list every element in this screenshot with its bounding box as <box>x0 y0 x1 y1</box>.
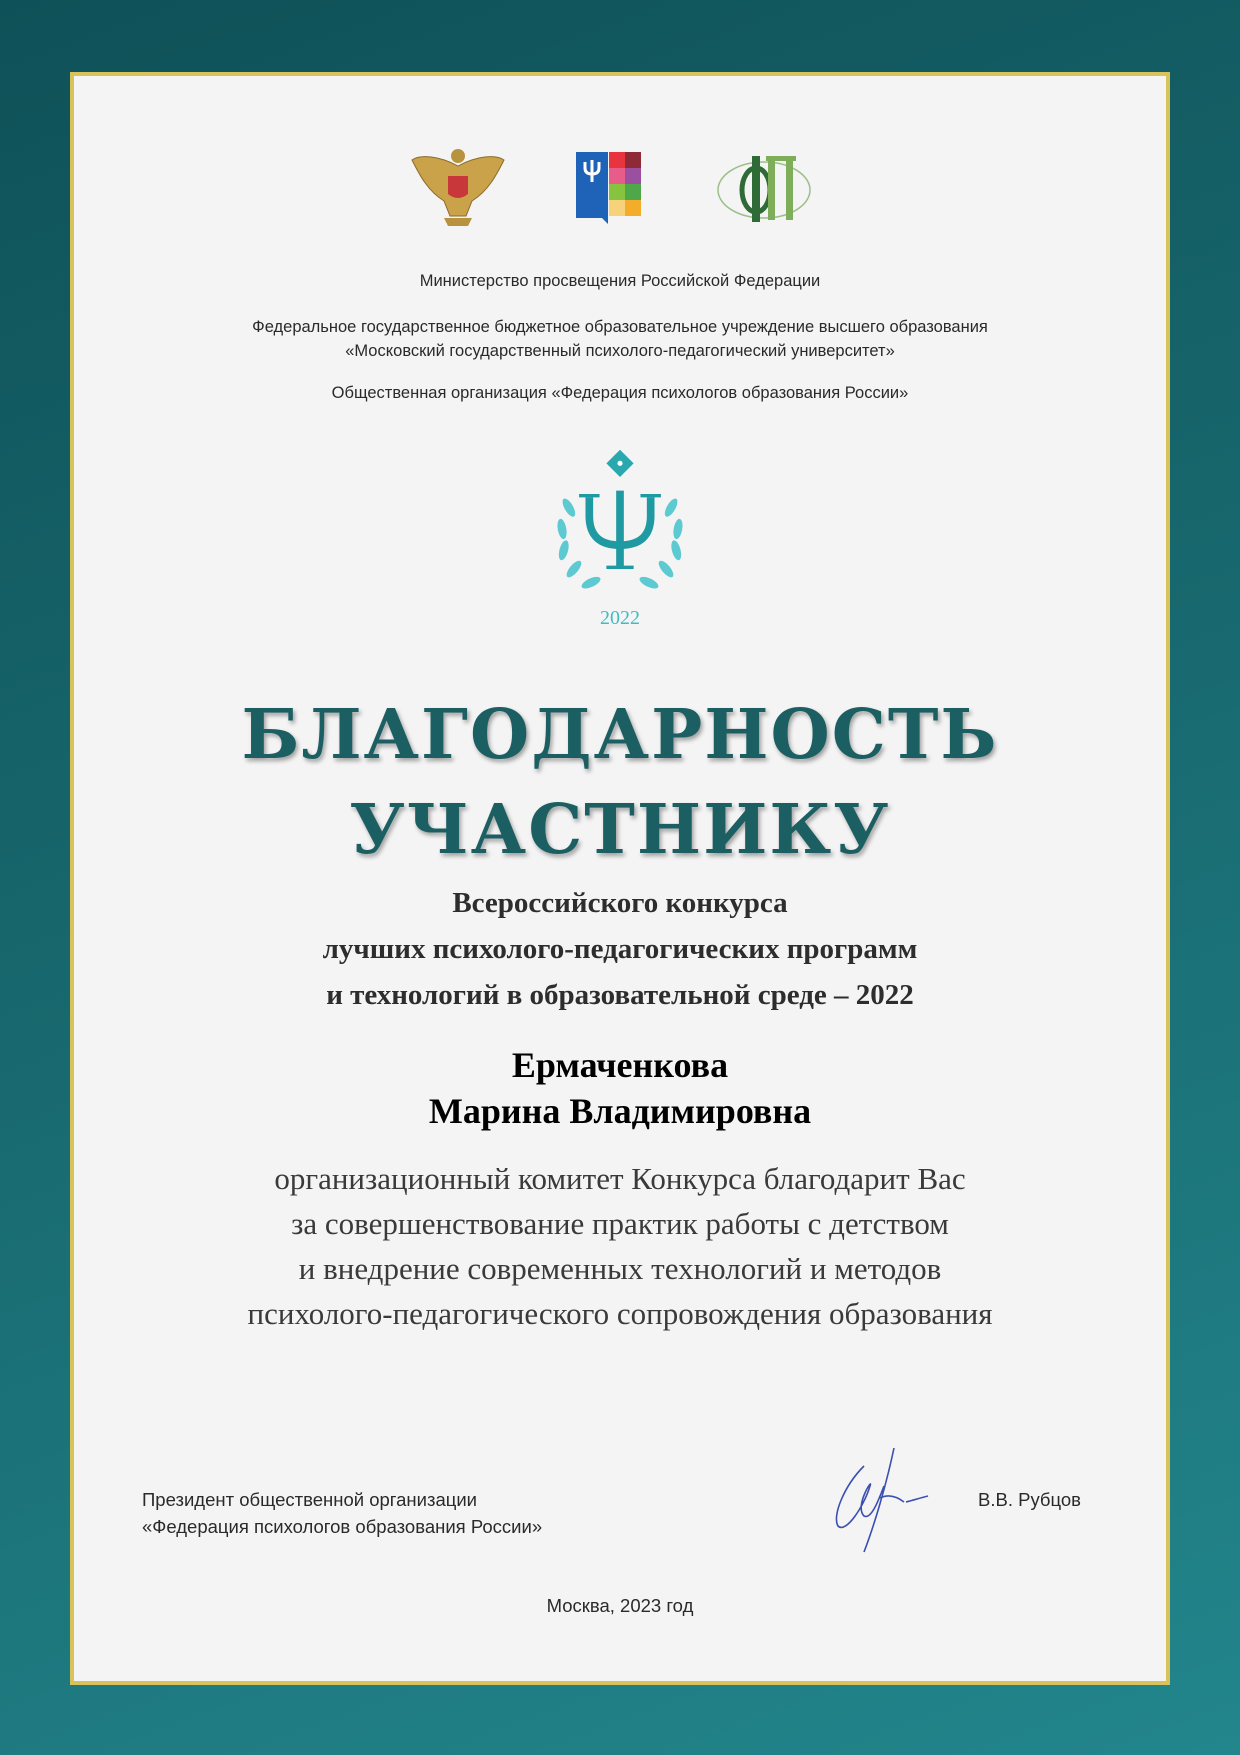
contest-emblem <box>532 448 708 598</box>
ministry-eagle-logo <box>410 146 506 228</box>
message-line-3: и внедрение современных технологий и методов <box>298 1251 942 1286</box>
university-line-1: Федеральное государственное бюджетное образовательное учреждение высшего образования <box>252 318 988 336</box>
title-line-1: БЛАГОДАРНОСТЬ <box>241 695 999 775</box>
certificate-sheet <box>70 72 1170 1685</box>
message <box>74 1156 1166 1336</box>
message-line-4: психолого-педагогического сопровождения образования <box>247 1296 993 1331</box>
contest-line-1: Всероссийского конкурса <box>452 887 788 919</box>
mgppu-logo <box>576 152 642 224</box>
university-line-2: «Московский государственный психолого-педагогический университет» <box>345 342 895 360</box>
recipient-name <box>74 1042 1166 1134</box>
signatory-position <box>142 1486 542 1540</box>
contest-name <box>74 880 1166 1018</box>
title <box>74 688 1166 878</box>
title-line-2: УЧАСТНИКУ <box>349 790 891 870</box>
fpor-logo <box>716 154 812 224</box>
ministry-name: Министерство просвещения Российской Федерации <box>419 272 821 290</box>
recipient-given-names: Марина Владимировна <box>428 1091 812 1131</box>
message-line-1: организационный комитет Конкурса благодарит Вас <box>274 1161 966 1196</box>
signatory-name: В.В. Рубцов <box>978 1489 1081 1510</box>
signature <box>824 1446 954 1556</box>
contest-line-3: и технологий в образовательной среде – 2022 <box>326 979 914 1011</box>
position-line-1: Президент общественной организации <box>142 1489 478 1510</box>
place-and-date: Москва, 2023 год <box>546 1595 694 1616</box>
psi-symbol-icon <box>579 491 661 568</box>
organization-name: Общественная организация «Федерация психологов образования России» <box>331 384 909 402</box>
recipient-surname: Ермаченкова <box>511 1045 729 1085</box>
message-line-2: за совершенствование практик работы с детством <box>291 1206 949 1241</box>
position-line-2: «Федерация психологов образования России» <box>142 1516 543 1537</box>
contest-line-2: лучших психолого-педагогических программ <box>322 933 918 965</box>
emblem-year: 2022 <box>600 607 640 629</box>
